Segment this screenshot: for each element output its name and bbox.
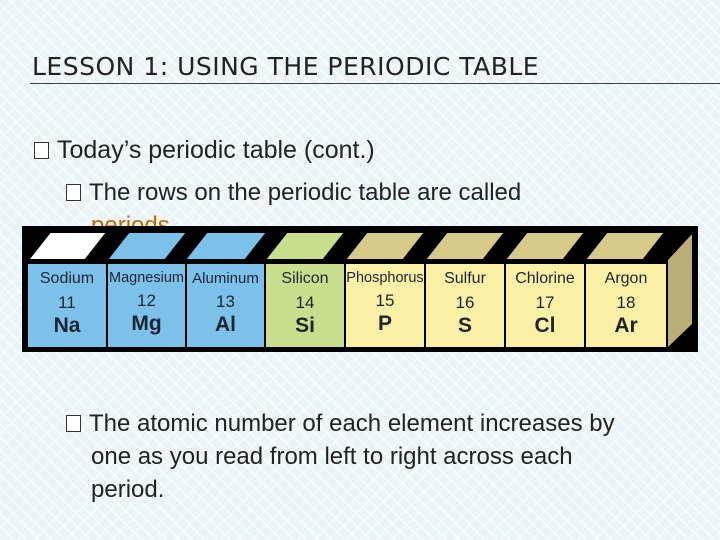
element-cell-phosphorus [346,264,426,347]
checkbox-bullet-icon [66,184,81,201]
checkbox-bullet-icon [34,142,49,159]
element-symbol: S [457,314,472,337]
element-number: 13 [216,292,235,311]
element-number: 16 [455,293,475,312]
element-symbol: Mg [131,312,162,335]
element-number: 18 [616,293,636,312]
element-name: Phosphorus [346,270,424,286]
element-cell-argon [586,264,666,347]
element-name: Sulfur [444,270,486,287]
bullet-level2-atomic-number [66,407,706,506]
element-number: 17 [535,293,555,312]
element-cell-magnesium [108,264,187,347]
element-symbol: Ar [614,314,638,337]
bullet-text-line2: one as you read from left to right across each [91,443,573,470]
element-name: Silicon [281,270,329,287]
bullet-text-line3: period. [91,476,165,503]
bullet-level1 [34,134,375,167]
element-symbol: P [377,312,392,335]
element-symbol: Al [215,313,236,336]
element-number: 15 [375,291,395,310]
element-cell-sulfur [426,264,506,347]
checkbox-bullet-icon [66,415,81,432]
element-cell-silicon [266,264,346,347]
periodic-row-graphic [22,226,698,352]
element-cell-aluminum [187,264,266,347]
element-cell-chlorine [506,264,586,347]
element-symbol: Na [53,314,81,337]
bullet-text-line1: The atomic number of each element increases by [89,410,615,437]
element-name: Argon [604,270,648,287]
element-number: 14 [295,293,315,312]
element-cells [28,264,666,347]
bullet-text: The rows on the periodic table are called [89,179,522,206]
title-underline [30,83,720,84]
element-cell-sodium [28,264,108,347]
element-symbol: Si [295,314,315,337]
element-name: Chlorine [515,270,575,287]
element-number: 12 [137,291,156,310]
slide-title: LESSON 1: USING THE PERIODIC TABLE [32,52,540,81]
bullet-text: Today’s periodic table (cont.) [57,136,375,164]
element-name: Magnesium [109,270,184,286]
element-name: Aluminum [192,270,259,287]
element-name: Sodium [39,270,95,287]
element-symbol: Cl [534,314,556,337]
element-number: 11 [58,293,76,312]
